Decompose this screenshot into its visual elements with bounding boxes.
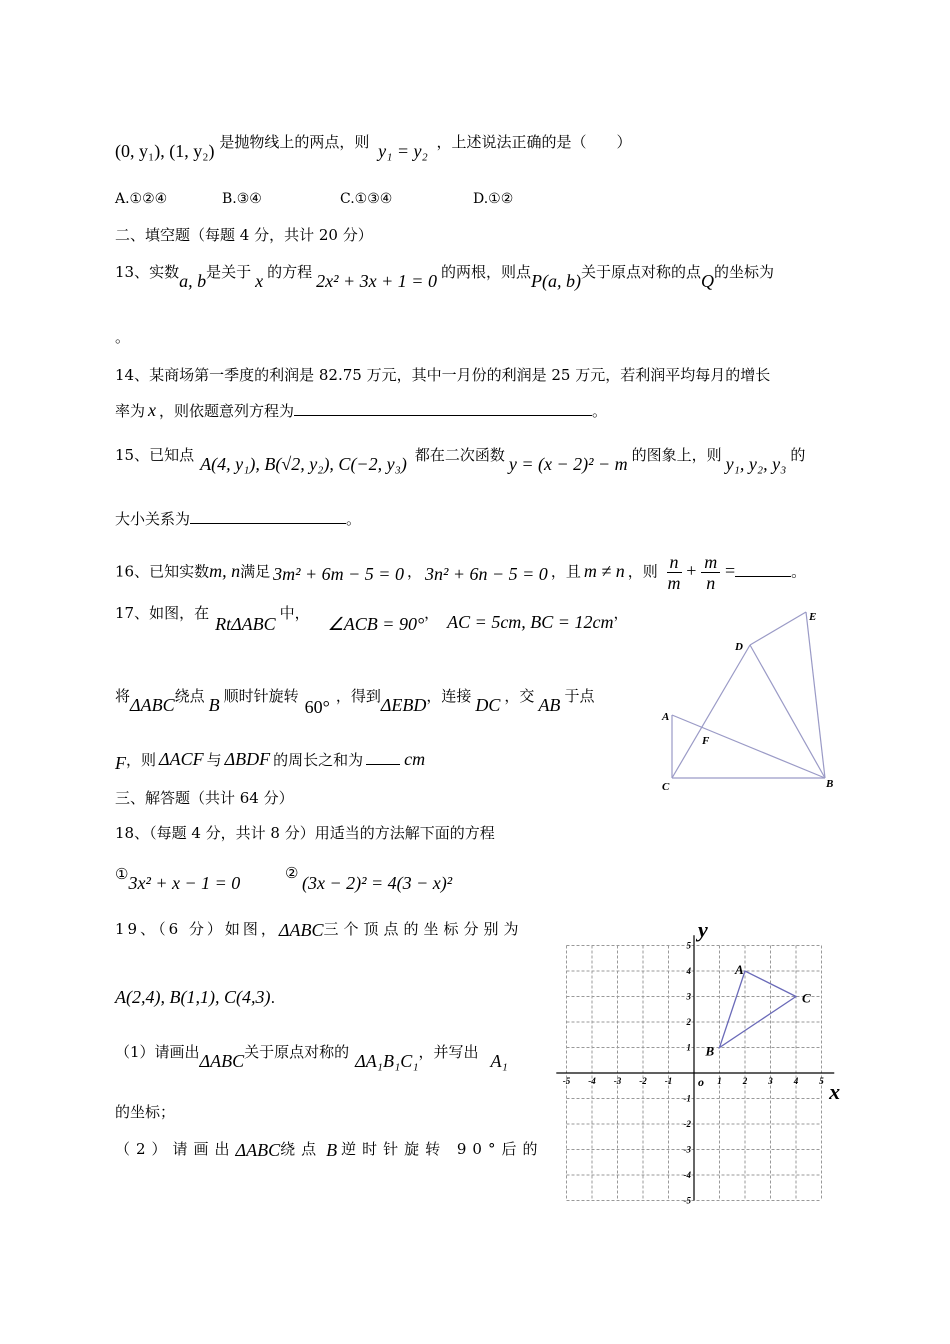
q16-plus: + — [686, 560, 697, 581]
q17-f: F — [115, 753, 126, 773]
x-tick-label: -2 — [639, 1076, 647, 1086]
q14-text: ，则依题意列方程为 — [159, 402, 295, 420]
y-tick-label: -3 — [683, 1144, 691, 1155]
q16-f2-den: n — [706, 573, 716, 593]
q18-title: 18、（每题 4 分，共计 8 分）用适当的方法解下面的方程 — [115, 824, 495, 842]
x-tick-label: 1 — [717, 1076, 722, 1086]
q18-eq2: (3x − 2)² = 4(3 − x)² — [302, 873, 453, 893]
q17-text: 于点 — [564, 687, 595, 705]
q19-text: 关于原点对称的 — [244, 1043, 350, 1061]
q15-function: y = (x − 2)² − m — [508, 454, 628, 474]
q12-tail-line — [115, 130, 632, 161]
section3-heading: 三、解答题（共计 64 分） — [115, 789, 294, 807]
q16-text: ，且 — [550, 562, 581, 581]
q17-unit: cm — [404, 749, 426, 769]
q13-text: 13、实数 — [115, 263, 180, 281]
x-tick-label: -4 — [588, 1076, 596, 1086]
q17-text: 17、如图，在 — [115, 604, 210, 622]
fig17-label-b: B — [826, 778, 834, 790]
fig17-label-f: F — [702, 735, 710, 747]
q16-text: 。 — [791, 562, 807, 581]
q17-abc: ΔABC — [130, 695, 175, 715]
q13-text: 关于原点对称的点 — [580, 263, 701, 281]
q17-line1 — [115, 601, 629, 634]
section2-heading: 二、填空题（每题 4 分，共计 20 分） — [115, 226, 373, 244]
q19-part1-end: 的坐标； — [115, 1103, 176, 1121]
q17-line2 — [115, 684, 595, 717]
q17-text: ，连接 — [426, 687, 472, 705]
q18-equations — [115, 862, 453, 893]
q16-f1-num: n — [667, 552, 682, 573]
x-tick-label: 3 — [768, 1076, 773, 1086]
q13-text: 的坐标为 — [713, 263, 774, 281]
q18-eq1: 3x² + x − 1 = 0 — [128, 873, 241, 893]
y-tick-label: 3 — [686, 991, 691, 1002]
q15-text: 大小关系为 — [115, 510, 191, 528]
x-tick-label: -5 — [562, 1076, 571, 1086]
q17-text: 将 — [115, 687, 131, 705]
q17-text: 绕点 — [174, 687, 205, 705]
q15-points: A(4, y₁), B(√2, y₂), C(−2, y₃) — [200, 454, 407, 474]
x-tick-label: 4 — [793, 1076, 799, 1086]
q13-equation: 2x² + 3x + 1 = 0 — [316, 271, 437, 291]
q15-line1 — [115, 443, 806, 474]
y-tick-label: -4 — [683, 1170, 691, 1180]
q15-line2 — [115, 507, 361, 530]
q15-text: 15、已知点 — [115, 446, 195, 464]
q17-text: ，则 — [126, 751, 157, 769]
q17-text: ， — [613, 604, 629, 622]
q17-figure-lines — [672, 612, 825, 778]
q17-60: 60° — [304, 697, 330, 717]
q15-text: 的 — [790, 446, 806, 464]
q14-line1: 14、某商场第一季度的利润是 82.75 万元，其中一月份的利润是 25 万元，若利润平均每月的增长 — [115, 366, 771, 384]
q17-text: 与 — [206, 751, 222, 769]
y-tick-label: -2 — [683, 1119, 691, 1129]
q19-text: 逆时针旋转 90°后的 — [341, 1140, 544, 1158]
q19-text: . — [270, 989, 276, 1007]
q17-acf: ΔACF — [159, 749, 204, 769]
q16-mn: m, n — [209, 560, 241, 581]
q15-text: 的图象上，则 — [631, 446, 722, 464]
vertex-label-c: C — [802, 990, 811, 1006]
q19-coords: A(2,4), B(1,1), C(4,3) — [115, 987, 271, 1007]
q19-text: 19、（6 分）如图， — [115, 920, 279, 938]
fig17-label-c: C — [662, 781, 670, 793]
q19-p1-a1: A₁ — [490, 1051, 508, 1071]
q16-line — [115, 552, 806, 593]
fig17-label-e: E — [809, 611, 817, 623]
q17-text: 中， — [279, 604, 310, 622]
q17-b: B — [208, 695, 220, 715]
q17-text: ，交 — [504, 687, 535, 705]
q16-text: ， — [406, 562, 422, 581]
q17-text: ， — [424, 604, 440, 622]
q19-coordinate-grid — [545, 915, 860, 1215]
q14-text: 率为 — [115, 402, 146, 420]
q19-p2-b: B — [326, 1140, 338, 1160]
q14-text: 。 — [592, 402, 608, 420]
q19-p2-abc: ΔABC — [235, 1140, 281, 1160]
x-tick-label: 2 — [742, 1076, 748, 1086]
y-tick-label: -5 — [683, 1195, 691, 1206]
q19-part2 — [115, 1137, 543, 1160]
q16-f1-den: m — [667, 573, 681, 593]
y-tick-label: 4 — [686, 966, 691, 976]
q12-text-a: 是抛物线上的两点，则 — [219, 133, 370, 151]
fig17-label-d: D — [735, 641, 743, 653]
q15-ys: y₁, y₂, y₃ — [725, 454, 787, 474]
triangle-abc — [720, 971, 797, 1048]
q16-fraction-2 — [701, 552, 720, 593]
q19-part1 — [115, 1040, 508, 1071]
q18-n1: ① — [115, 865, 129, 883]
q19-text: （1）请画出 — [115, 1043, 200, 1061]
q18-n2: ② — [285, 864, 299, 882]
q16-eq2: 3n² + 6n − 5 = 0 — [424, 563, 548, 584]
q15-answer-blank[interactable] — [190, 507, 346, 524]
q16-eq1: 3m² + 6m − 5 = 0 — [273, 563, 404, 584]
q13-point-q: Q — [700, 271, 714, 291]
q12-equation: y₁ = y₂ — [378, 141, 428, 161]
q13-point-p: P(a, b) — [530, 271, 581, 291]
q16-text: 16、已知实数 — [115, 562, 210, 581]
q17-ab: AB — [538, 695, 561, 715]
option-d: D.①② — [473, 191, 514, 207]
q19-text: ，并写出 — [418, 1043, 479, 1061]
y-tick-label: 1 — [686, 1042, 691, 1053]
q17-text: 的周长之和为 — [273, 751, 364, 769]
q17-triangle: RtΔABC — [215, 614, 276, 634]
q19-p1-a1b1c1: ΔA₁B₁C₁ — [355, 1051, 419, 1071]
q16-answer-blank[interactable] — [735, 560, 791, 577]
q19-text: 三个顶点的坐标分别为 — [323, 920, 524, 938]
q19-text: 绕点 — [280, 1140, 323, 1158]
q19-line2 — [115, 986, 275, 1009]
q13-text: 是关于 — [206, 263, 252, 281]
q19-p1-abc: ΔABC — [199, 1051, 245, 1071]
q19-line1 — [115, 917, 523, 940]
q17-answer-blank[interactable] — [366, 750, 400, 765]
q17-ebd: ΔEBD — [380, 695, 427, 715]
option-a: A.①②④ — [115, 191, 168, 207]
q17-text: ，得到 — [335, 687, 381, 705]
y-tick-label: -1 — [683, 1093, 691, 1104]
q13-line — [115, 260, 774, 291]
y-tick-label: 5 — [686, 940, 691, 951]
vertex-label-b: B — [705, 1043, 715, 1059]
q14-line2 — [115, 399, 607, 422]
q16-neq: m ≠ n — [583, 560, 625, 581]
y-tick-label: 2 — [686, 1017, 691, 1027]
q17-dc: DC — [475, 695, 501, 715]
q12-points: (0, y₁), (1, y₂) — [115, 141, 215, 161]
q13-text: 的方程 — [267, 263, 313, 281]
q17-sides: AC = 5cm, BC = 12cm — [447, 612, 614, 632]
q15-text: 。 — [346, 510, 362, 528]
fig17-label-a: A — [662, 711, 670, 723]
q17-figure — [650, 600, 850, 800]
q16-fraction-1 — [667, 552, 682, 593]
q17-angle: ∠ACB = 90° — [327, 614, 425, 634]
q13-x: x — [255, 271, 264, 291]
option-c: C.①③④ — [340, 191, 393, 207]
q12-text-b: ，上述说法正确的是（ ） — [436, 133, 632, 151]
q19-text: （2）请画出 — [115, 1140, 236, 1158]
q17-line3 — [115, 748, 425, 771]
q13-end: 。 — [115, 328, 131, 346]
vertex-label-a: A — [735, 962, 744, 977]
x-tick-label: 5 — [819, 1076, 824, 1086]
q17-text: 顺时针旋转 — [223, 687, 299, 705]
q14-x: x — [148, 400, 157, 420]
origin-label: o — [698, 1075, 704, 1089]
q16-f2-num: m — [701, 552, 720, 573]
q16-text: ，则 — [627, 562, 658, 581]
q16-equals: = — [725, 560, 736, 581]
q17-bdf: ΔBDF — [224, 749, 271, 769]
q15-text: 都在二次函数 — [414, 446, 505, 464]
q13-ab: a, b — [179, 271, 207, 291]
q13-text: 的两根，则点 — [440, 263, 531, 281]
x-tick-label: -3 — [613, 1076, 622, 1086]
option-b: B.③④ — [222, 191, 262, 207]
x-tick-label: -1 — [664, 1076, 673, 1086]
y-axis-label: y — [698, 916, 708, 942]
q19-abc: ΔABC — [278, 920, 324, 940]
x-axis-label: x — [829, 1079, 841, 1104]
q14-answer-blank[interactable] — [294, 399, 592, 416]
q16-text: 满足 — [240, 562, 271, 581]
